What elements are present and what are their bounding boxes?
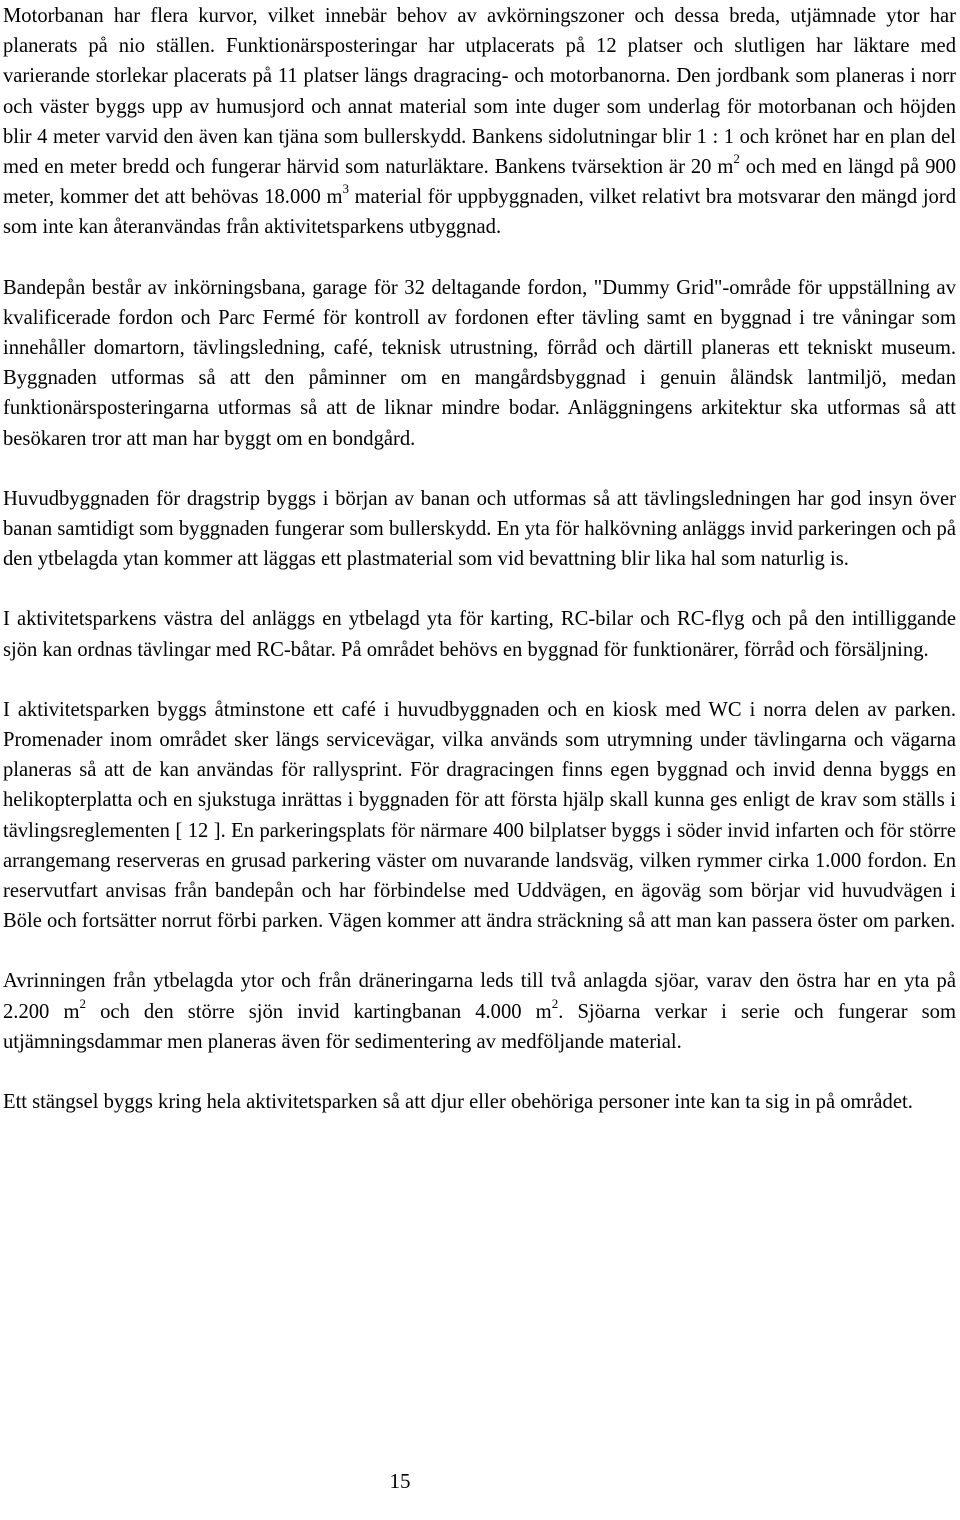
superscript-square: 2 — [733, 151, 740, 167]
paragraph-stangsel: Ett stängsel byggs kring hela aktivitetsparken så att djur eller obehöriga personer inte kan ta sig in på området. — [3, 1091, 913, 1114]
paragraph-vastra-del: I aktivitetsparkens västra del anläggs en ytbelagd yta för karting, RC-bilar och RC-flyg och på den intilliggande sjön kan ordnas tävlingar med RC-båtar. På området behövs en byggnad för funktionärer, förråd och försäljning. — [3, 608, 956, 661]
paragraph-text-end: material för uppbyggnaden, vilket relativt bra motsvarar den mängd jord som inte kan återanvändas från aktivitetsparkens utbyggnad. — [3, 186, 956, 239]
superscript-cubic: 3 — [342, 181, 349, 197]
page-number: 15 — [389, 1469, 411, 1493]
document-body — [3, 0, 956, 1117]
paragraph-bandepan: Bandepån består av inkörningsbana, garage för 32 deltagande fordon, "Dummy Grid"-område för uppställning av kvalificerade fordon och Parc Fermé för kontroll av fordonen efter tävling samt en byggnad i tre våningar som innehåller domartorn, tävlingsledning, café, teknisk utrustning, förråd och därtill planeras ett tekniskt museum. Byggnaden utformas så att den påminner om en mangårdsbyggnad i genuin åländsk lantmiljö, medan funktionärsposteringarna utformas så att de liknar mindre bodar. Anläggningens arkitektur ska utformas så att besökaren tror att man har byggt om en bondgård. — [3, 276, 956, 450]
superscript-square: 2 — [79, 995, 86, 1011]
paragraph-text: Avrinningen från ytbelagda ytor och från dräneringarna leds till två anlagda sjöar, varav den östra har en yta på 2.200 m — [3, 970, 956, 1023]
paragraph-avrinningen — [3, 966, 956, 1057]
superscript-square: 2 — [551, 995, 559, 1011]
paragraph-text-continued: och den större sjön invid kartingbanan 4.000 m — [85, 1000, 552, 1023]
paragraph-text-end: . Sjöarna verkar i serie och fungerar som utjämningsdammar men planeras även för sedimentering av medföljande material. — [3, 1000, 956, 1053]
paragraph-motorbanan — [3, 1, 956, 243]
paragraph-aktivitetsparken: I aktivitetsparken byggs åtminstone ett café i huvudbyggnaden och en kiosk med WC i norra delen av parken. Promenader inom området sker längs servicevägar, vilka används som utrymning under tävlingarna och vägarna planeras så att de kan användas för rallysprint. För dragracingen finns egen byggnad och invid denna byggs en helikopterplatta och en sjukstuga inrättas i byggnaden för att första hjälp skall kunna ges enligt de krav som ställs i tävlingsreglementen [ 12 ]. En parkeringsplats för närmare 400 bilplatser byggs i söder invid infarten och för större arrangemang reserveras en grusad parkering väster om nuvarande landsväg, vilken rymmer cirka 1.000 fordon. En reservutfart anvisas från bandepån och har förbindelse med Uddvägen, en ägoväg som börjar vid huvudvägen i Böle och fortsätter norrut förbi parken. Vägen kommer att ändra sträckning så att man kan passera öster om parken. — [3, 698, 956, 933]
paragraph-huvudbyggnaden: Huvudbyggnaden för dragstrip byggs i början av banan och utformas så att tävlingsledningen har god insyn över banan samtidigt som byggnaden fungerar som bullerskydd. En yta för halkövning anläggs invid parkeringen och på den ytbelagda ytan kommer att läggas ett plastmaterial som vid bevattning blir lika hal som naturlig is. — [3, 487, 956, 571]
paragraph-text: Motorbanan har flera kurvor, vilket innebär behov av avkörningszoner och dessa breda, utjämnade ytor har planerats på nio ställen. Funktionärsposteringar har utplacerats på 12 platser och slutligen har läktare med varierande storlekar placerats på 11 platser längs dragracing- och motorbanorna. Den jordbank som planeras i norr och väster byggs upp av humusjord och annat material som inte duger som underlag för motorbanan och höjden blir 4 meter varvid den även kan tjäna som bullerskydd. Bankens sidolutningar blir 1 : 1 och krönet har en plan del med en meter bredd och fungerar härvid som naturläktare. Bankens tvärsektion är 20 m — [3, 5, 956, 179]
paragraph-text-continued: och med en längd på 900 meter, kommer det att behövas 18.000 m — [3, 156, 956, 209]
